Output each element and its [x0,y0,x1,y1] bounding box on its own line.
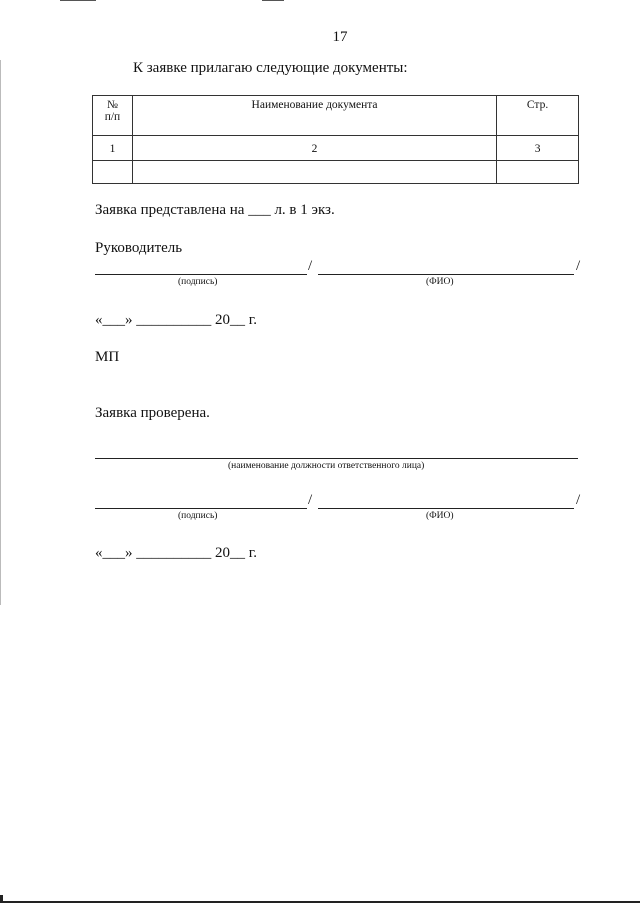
name-caption: (ФИО) [426,511,454,521]
page-number: 17 [332,29,348,45]
signature-line[interactable] [95,508,307,509]
documents-table [92,95,579,184]
table-row[interactable] [93,161,579,184]
table-cell[interactable] [132,161,496,184]
intro-text: К заявке прилагаю следующие документы: [133,60,408,76]
name-line[interactable] [318,508,574,509]
scan-mark [0,895,3,901]
scan-mark [0,901,640,903]
name-caption: (ФИО) [426,277,454,287]
signature-line[interactable] [95,274,307,275]
stamp-label: МП [95,349,120,365]
separator: / [308,258,313,274]
signature-caption: (подпись) [178,277,218,287]
separator: / [576,492,581,508]
scan-mark [262,0,284,1]
header-document-name [132,96,496,136]
header-number-line2: п/п [104,111,121,123]
head-label: Руководитель [95,240,183,256]
scan-mark [0,60,1,605]
table-cell: 2 [132,136,496,161]
date-line[interactable]: «___» __________ 20__ г. [95,312,257,328]
name-line[interactable] [318,274,574,275]
position-line[interactable] [95,458,578,459]
table-header-row [93,96,579,136]
table-cell: 3 [497,136,579,161]
header-document-name-text: Наименование документа [251,99,378,111]
table-cell[interactable] [93,161,133,184]
header-number [93,96,133,136]
date-line[interactable]: «___» __________ 20__ г. [95,545,257,561]
separator: / [308,492,313,508]
separator: / [576,258,581,274]
signature-caption: (подпись) [178,511,218,521]
scan-mark [60,0,96,1]
table-cell[interactable] [497,161,579,184]
header-page-text: Стр. [526,99,549,111]
table-row [93,136,579,161]
position-caption: (наименование должности ответственного лица) [228,461,425,471]
submitted-text: Заявка представлена на ___ л. в 1 экз. [95,202,335,218]
header-number-line1: № [106,99,118,111]
table-cell: 1 [93,136,133,161]
checked-text: Заявка проверена. [95,405,210,421]
header-page [497,96,579,136]
